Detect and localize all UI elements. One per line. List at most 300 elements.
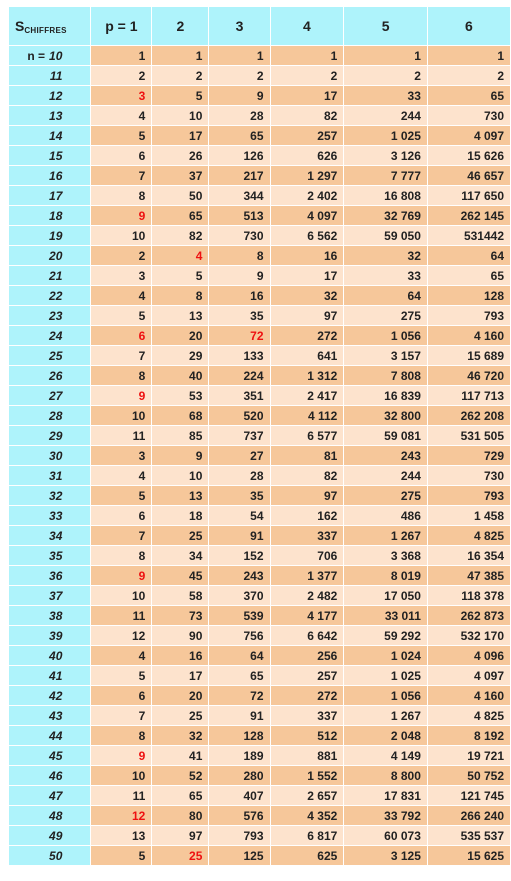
table-cell-p2: 68 xyxy=(152,406,209,426)
table-cell-p1: 8 xyxy=(91,726,152,746)
table-cell-p5: 1 025 xyxy=(344,126,428,146)
table-cell-p1: 11 xyxy=(91,426,152,446)
table-cell-p2: 2 xyxy=(152,66,209,86)
table-cell-p1: 5 xyxy=(91,486,152,506)
table-cell-p3: 737 xyxy=(209,426,270,446)
row-label-n xyxy=(9,306,91,326)
row-label-value: 25 xyxy=(49,348,63,363)
table-cell-p4: 17 xyxy=(270,266,344,286)
table-row xyxy=(9,546,511,566)
row-label-value: 18 xyxy=(49,208,63,223)
table-cell-p5: 2 xyxy=(344,66,428,86)
column-header-p1: p = 1 xyxy=(91,7,152,46)
table-row xyxy=(9,826,511,846)
row-label-value: 29 xyxy=(49,428,63,443)
table-cell-p5: 3 125 xyxy=(344,846,428,866)
table-cell-p6: 50 752 xyxy=(427,766,510,786)
table-cell-p5: 2 048 xyxy=(344,726,428,746)
table-cell-p1: 13 xyxy=(91,826,152,846)
row-label-n xyxy=(9,786,91,806)
table-cell-p6: 730 xyxy=(427,106,510,126)
table-cell-p2: 65 xyxy=(152,786,209,806)
table-cell-p5: 59 050 xyxy=(344,226,428,246)
table-row xyxy=(9,566,511,586)
table-cell-p1: 9 xyxy=(91,206,152,226)
table-cell-p6: 46 720 xyxy=(427,366,510,386)
table-cell-p2: 16 xyxy=(152,646,209,666)
row-label-n xyxy=(9,386,91,406)
table-cell-p2: 29 xyxy=(152,346,209,366)
table-cell-p1: 3 xyxy=(91,446,152,466)
table-cell-p4: 256 xyxy=(270,646,344,666)
row-label-value: 47 xyxy=(49,788,63,803)
table-cell-p3: 793 xyxy=(209,826,270,846)
table-cell-p1: 6 xyxy=(91,326,152,346)
table-cell-p6: 793 xyxy=(427,486,510,506)
column-header-p4: 4 xyxy=(270,7,344,46)
row-label-value: 32 xyxy=(49,488,63,503)
table-cell-p2: 73 xyxy=(152,606,209,626)
table-row xyxy=(9,806,511,826)
table-cell-p2: 20 xyxy=(152,686,209,706)
table-cell-p2: 25 xyxy=(152,706,209,726)
table-cell-p1: 4 xyxy=(91,466,152,486)
table-cell-p2: 17 xyxy=(152,126,209,146)
table-cell-p3: 243 xyxy=(209,566,270,586)
table-cell-p3: 28 xyxy=(209,466,270,486)
table-cell-p1: 9 xyxy=(91,386,152,406)
row-label-n xyxy=(9,426,91,446)
table-cell-p1: 3 xyxy=(91,86,152,106)
table-cell-p3: 2 xyxy=(209,66,270,86)
table-cell-p5: 16 839 xyxy=(344,386,428,406)
table-cell-p6: 729 xyxy=(427,446,510,466)
table-cell-p1: 3 xyxy=(91,266,152,286)
table-cell-p2: 13 xyxy=(152,306,209,326)
table-cell-p4: 17 xyxy=(270,86,344,106)
table-cell-p2: 80 xyxy=(152,806,209,826)
row-label-value: 33 xyxy=(49,508,63,523)
table-cell-p1: 8 xyxy=(91,366,152,386)
row-label-value: 48 xyxy=(49,808,63,823)
row-label-value: 50 xyxy=(49,848,63,863)
table-cell-p3: 133 xyxy=(209,346,270,366)
row-label-n xyxy=(9,606,91,626)
table-cell-p4: 2 xyxy=(270,66,344,86)
header-row xyxy=(9,7,511,46)
table-row xyxy=(9,646,511,666)
table-cell-p5: 8 019 xyxy=(344,566,428,586)
table-cell-p6: 793 xyxy=(427,306,510,326)
table-cell-p4: 1 377 xyxy=(270,566,344,586)
table-cell-p4: 641 xyxy=(270,346,344,366)
table-row xyxy=(9,226,511,246)
table-row xyxy=(9,206,511,226)
row-label-value: 46 xyxy=(49,768,63,783)
table-cell-p4: 82 xyxy=(270,106,344,126)
table-cell-p6: 4 097 xyxy=(427,666,510,686)
table-cell-p3: 152 xyxy=(209,546,270,566)
digit-sum-table xyxy=(8,6,511,866)
row-label-n xyxy=(9,46,91,66)
table-cell-p4: 337 xyxy=(270,706,344,726)
table-cell-p6: 121 745 xyxy=(427,786,510,806)
table-cell-p5: 7 777 xyxy=(344,166,428,186)
table-cell-p1: 4 xyxy=(91,286,152,306)
row-label-value: 45 xyxy=(49,748,63,763)
row-label-n xyxy=(9,526,91,546)
table-cell-p3: 72 xyxy=(209,326,270,346)
table-row xyxy=(9,486,511,506)
table-cell-p2: 32 xyxy=(152,726,209,746)
table-cell-p5: 1 024 xyxy=(344,646,428,666)
table-cell-p4: 272 xyxy=(270,686,344,706)
table-cell-p6: 535 537 xyxy=(427,826,510,846)
table-row xyxy=(9,706,511,726)
table-row xyxy=(9,286,511,306)
table-row xyxy=(9,166,511,186)
row-label-n xyxy=(9,826,91,846)
row-label-n xyxy=(9,546,91,566)
row-label-value: 13 xyxy=(49,108,63,123)
row-label-n xyxy=(9,726,91,746)
table-cell-p4: 6 577 xyxy=(270,426,344,446)
table-cell-p5: 60 073 xyxy=(344,826,428,846)
table-cell-p3: 344 xyxy=(209,186,270,206)
row-label-n xyxy=(9,266,91,286)
table-cell-p6: 47 385 xyxy=(427,566,510,586)
table-cell-p3: 35 xyxy=(209,486,270,506)
table-cell-p6: 1 xyxy=(427,46,510,66)
table-cell-p5: 33 xyxy=(344,86,428,106)
table-cell-p2: 45 xyxy=(152,566,209,586)
table-cell-p5: 1 025 xyxy=(344,666,428,686)
table-cell-p1: 7 xyxy=(91,706,152,726)
table-cell-p4: 32 xyxy=(270,286,344,306)
table-cell-p4: 1 312 xyxy=(270,366,344,386)
table-cell-p2: 25 xyxy=(152,526,209,546)
table-cell-p3: 224 xyxy=(209,366,270,386)
table-cell-p1: 6 xyxy=(91,506,152,526)
table-cell-p4: 512 xyxy=(270,726,344,746)
table-cell-p3: 756 xyxy=(209,626,270,646)
table-cell-p3: 1 xyxy=(209,46,270,66)
table-cell-p4: 257 xyxy=(270,126,344,146)
table-cell-p5: 8 800 xyxy=(344,766,428,786)
table-cell-p1: 7 xyxy=(91,526,152,546)
table-cell-p1: 1 xyxy=(91,46,152,66)
table-cell-p1: 8 xyxy=(91,546,152,566)
table-cell-p2: 58 xyxy=(152,586,209,606)
row-label-value: 20 xyxy=(49,248,63,263)
table-cell-p2: 5 xyxy=(152,86,209,106)
table-row xyxy=(9,466,511,486)
row-label-value: 35 xyxy=(49,548,63,563)
table-cell-p4: 6 817 xyxy=(270,826,344,846)
table-cell-p3: 730 xyxy=(209,226,270,246)
table-cell-p2: 34 xyxy=(152,546,209,566)
table-row xyxy=(9,686,511,706)
table-cell-p5: 1 xyxy=(344,46,428,66)
row-label-value: 26 xyxy=(49,368,63,383)
table-cell-p3: 513 xyxy=(209,206,270,226)
table-row xyxy=(9,106,511,126)
table-cell-p5: 33 792 xyxy=(344,806,428,826)
table-cell-p2: 41 xyxy=(152,746,209,766)
table-cell-p4: 6 562 xyxy=(270,226,344,246)
table-cell-p4: 4 112 xyxy=(270,406,344,426)
table-cell-p3: 16 xyxy=(209,286,270,306)
table-cell-p5: 1 267 xyxy=(344,706,428,726)
table-cell-p6: 16 354 xyxy=(427,546,510,566)
table-row xyxy=(9,366,511,386)
row-label-n xyxy=(9,486,91,506)
table-cell-p1: 8 xyxy=(91,186,152,206)
table-cell-p6: 262 208 xyxy=(427,406,510,426)
table-cell-p5: 1 056 xyxy=(344,326,428,346)
table-cell-p1: 10 xyxy=(91,766,152,786)
table-cell-p3: 65 xyxy=(209,126,270,146)
table-cell-p2: 53 xyxy=(152,386,209,406)
table-cell-p6: 15 689 xyxy=(427,346,510,366)
table-cell-p4: 881 xyxy=(270,746,344,766)
table-body xyxy=(9,46,511,866)
table-cell-p1: 6 xyxy=(91,686,152,706)
table-cell-p3: 217 xyxy=(209,166,270,186)
table-row xyxy=(9,766,511,786)
table-cell-p3: 189 xyxy=(209,746,270,766)
table-cell-p1: 7 xyxy=(91,166,152,186)
table-cell-p4: 162 xyxy=(270,506,344,526)
table-cell-p5: 243 xyxy=(344,446,428,466)
table-cell-p1: 12 xyxy=(91,806,152,826)
table-cell-p1: 9 xyxy=(91,566,152,586)
table-cell-p3: 280 xyxy=(209,766,270,786)
row-label-value: 43 xyxy=(49,708,63,723)
table-cell-p3: 520 xyxy=(209,406,270,426)
row-label-n xyxy=(9,646,91,666)
row-label-n xyxy=(9,746,91,766)
table-row xyxy=(9,526,511,546)
row-label-n xyxy=(9,626,91,646)
table-cell-p3: 35 xyxy=(209,306,270,326)
table-cell-p1: 2 xyxy=(91,246,152,266)
row-label-value: 15 xyxy=(49,148,63,163)
row-label-n xyxy=(9,246,91,266)
row-label-n xyxy=(9,686,91,706)
row-label-n xyxy=(9,806,91,826)
table-cell-p3: 126 xyxy=(209,146,270,166)
row-label-prefix: n = xyxy=(27,48,46,63)
table-row xyxy=(9,626,511,646)
table-row xyxy=(9,406,511,426)
table-row xyxy=(9,86,511,106)
table-cell-p1: 9 xyxy=(91,746,152,766)
table-cell-p5: 275 xyxy=(344,486,428,506)
table-row xyxy=(9,386,511,406)
table-cell-p5: 486 xyxy=(344,506,428,526)
table-row xyxy=(9,266,511,286)
table-cell-p5: 33 xyxy=(344,266,428,286)
table-row xyxy=(9,126,511,146)
table-cell-p4: 6 642 xyxy=(270,626,344,646)
row-label-n xyxy=(9,126,91,146)
table-row xyxy=(9,506,511,526)
table-cell-p5: 3 157 xyxy=(344,346,428,366)
table-cell-p5: 33 011 xyxy=(344,606,428,626)
table-cell-p5: 1 056 xyxy=(344,686,428,706)
table-cell-p4: 2 417 xyxy=(270,386,344,406)
row-label-value: 19 xyxy=(49,228,63,243)
table-cell-p4: 97 xyxy=(270,486,344,506)
table-cell-p1: 4 xyxy=(91,646,152,666)
table-cell-p6: 1 458 xyxy=(427,506,510,526)
table-cell-p4: 1 297 xyxy=(270,166,344,186)
table-row xyxy=(9,746,511,766)
row-label-value: 14 xyxy=(49,128,63,143)
table-cell-p3: 125 xyxy=(209,846,270,866)
table-cell-p6: 4 825 xyxy=(427,526,510,546)
table-row xyxy=(9,306,511,326)
table-row xyxy=(9,786,511,806)
row-label-value: 17 xyxy=(49,188,63,203)
table-row xyxy=(9,726,511,746)
table-cell-p3: 65 xyxy=(209,666,270,686)
row-label-n xyxy=(9,66,91,86)
table-cell-p5: 275 xyxy=(344,306,428,326)
row-label-value: 16 xyxy=(49,168,63,183)
row-label-value: 42 xyxy=(49,688,63,703)
table-cell-p6: 531442 xyxy=(427,226,510,246)
table-cell-p6: 730 xyxy=(427,466,510,486)
table-cell-p1: 11 xyxy=(91,606,152,626)
table-row xyxy=(9,66,511,86)
table-cell-p6: 65 xyxy=(427,86,510,106)
column-header-p3: 3 xyxy=(209,7,270,46)
table-cell-p5: 32 769 xyxy=(344,206,428,226)
table-cell-p2: 26 xyxy=(152,146,209,166)
row-label-value: 21 xyxy=(49,268,63,283)
table-cell-p2: 25 xyxy=(152,846,209,866)
table-cell-p2: 17 xyxy=(152,666,209,686)
table-cell-p1: 5 xyxy=(91,666,152,686)
table-cell-p6: 117 713 xyxy=(427,386,510,406)
row-label-n xyxy=(9,706,91,726)
table-cell-p6: 64 xyxy=(427,246,510,266)
table-cell-p6: 65 xyxy=(427,266,510,286)
table-cell-p3: 351 xyxy=(209,386,270,406)
table-cell-p2: 20 xyxy=(152,326,209,346)
table-cell-p1: 11 xyxy=(91,786,152,806)
table-cell-p6: 532 170 xyxy=(427,626,510,646)
table-cell-p3: 54 xyxy=(209,506,270,526)
table-cell-p2: 40 xyxy=(152,366,209,386)
table-cell-p6: 15 625 xyxy=(427,846,510,866)
row-label-value: 10 xyxy=(49,48,63,63)
row-label-n xyxy=(9,766,91,786)
table-cell-p5: 32 800 xyxy=(344,406,428,426)
row-label-n xyxy=(9,146,91,166)
row-label-n xyxy=(9,366,91,386)
table-row xyxy=(9,586,511,606)
table-cell-p3: 27 xyxy=(209,446,270,466)
table-cell-p5: 64 xyxy=(344,286,428,306)
table-cell-p4: 626 xyxy=(270,146,344,166)
table-cell-p2: 9 xyxy=(152,446,209,466)
row-label-n xyxy=(9,586,91,606)
row-label-value: 30 xyxy=(49,448,63,463)
column-header-p2: 2 xyxy=(152,7,209,46)
table-cell-p5: 59 081 xyxy=(344,426,428,446)
table-cell-p5: 16 808 xyxy=(344,186,428,206)
table-cell-p4: 97 xyxy=(270,306,344,326)
table-cell-p4: 82 xyxy=(270,466,344,486)
table-cell-p3: 91 xyxy=(209,706,270,726)
table-cell-p5: 7 808 xyxy=(344,366,428,386)
row-label-n xyxy=(9,226,91,246)
table-cell-p3: 370 xyxy=(209,586,270,606)
row-label-n xyxy=(9,466,91,486)
table-cell-p2: 1 xyxy=(152,46,209,66)
row-label-value: 31 xyxy=(49,468,63,483)
table-cell-p3: 8 xyxy=(209,246,270,266)
corner-sub-label: CHIFFRES xyxy=(24,25,67,35)
table-cell-p2: 85 xyxy=(152,426,209,446)
row-label-n xyxy=(9,446,91,466)
row-label-n xyxy=(9,86,91,106)
table-cell-p6: 4 096 xyxy=(427,646,510,666)
column-header-p6: 6 xyxy=(427,7,510,46)
table-cell-p6: 8 192 xyxy=(427,726,510,746)
table-cell-p4: 1 xyxy=(270,46,344,66)
table-cell-p2: 65 xyxy=(152,206,209,226)
table-cell-p2: 37 xyxy=(152,166,209,186)
table-row xyxy=(9,146,511,166)
row-label-n xyxy=(9,106,91,126)
table-cell-p5: 3 126 xyxy=(344,146,428,166)
table-cell-p4: 337 xyxy=(270,526,344,546)
table-cell-p2: 50 xyxy=(152,186,209,206)
table-cell-p2: 10 xyxy=(152,466,209,486)
table-cell-p4: 1 552 xyxy=(270,766,344,786)
table-cell-p6: 262 145 xyxy=(427,206,510,226)
table-row xyxy=(9,606,511,626)
row-label-n xyxy=(9,846,91,866)
table-row xyxy=(9,666,511,686)
row-label-n xyxy=(9,406,91,426)
table-cell-p6: 4 097 xyxy=(427,126,510,146)
table-cell-p6: 46 657 xyxy=(427,166,510,186)
table-cell-p5: 17 050 xyxy=(344,586,428,606)
row-label-value: 49 xyxy=(49,828,63,843)
table-cell-p1: 7 xyxy=(91,346,152,366)
row-label-n xyxy=(9,166,91,186)
table-cell-p3: 9 xyxy=(209,86,270,106)
table-cell-p4: 4 177 xyxy=(270,606,344,626)
table-cell-p2: 52 xyxy=(152,766,209,786)
table-cell-p2: 18 xyxy=(152,506,209,526)
row-label-n xyxy=(9,666,91,686)
table-cell-p5: 32 xyxy=(344,246,428,266)
table-cell-p6: 2 xyxy=(427,66,510,86)
table-cell-p3: 9 xyxy=(209,266,270,286)
table-cell-p3: 128 xyxy=(209,726,270,746)
table-cell-p2: 4 xyxy=(152,246,209,266)
table-cell-p1: 4 xyxy=(91,106,152,126)
table-cell-p2: 13 xyxy=(152,486,209,506)
table-cell-p6: 4 825 xyxy=(427,706,510,726)
table-cell-p4: 81 xyxy=(270,446,344,466)
